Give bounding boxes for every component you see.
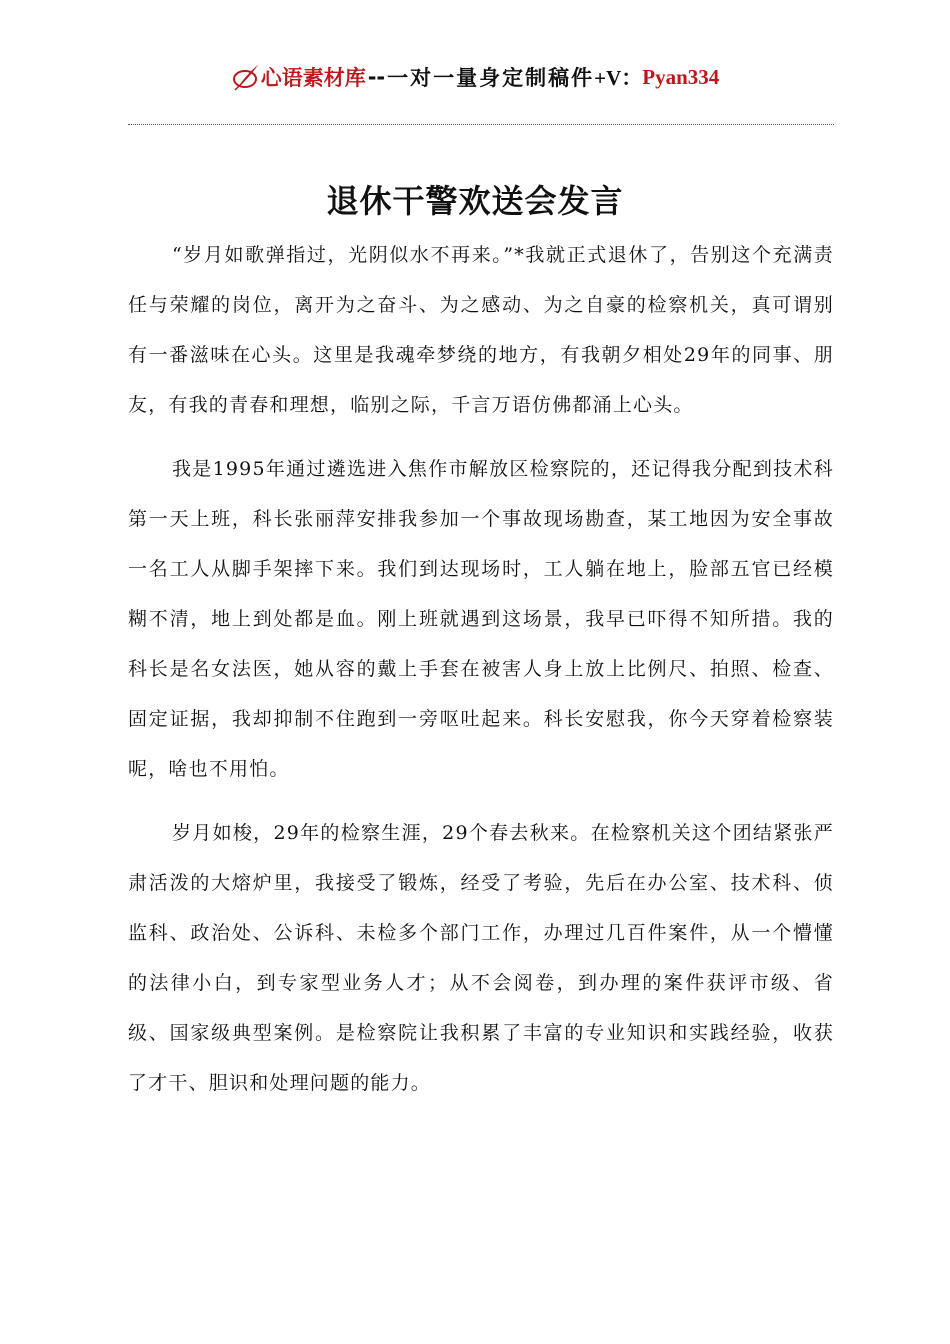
header-separator: -- bbox=[367, 65, 386, 89]
document-body bbox=[128, 230, 834, 1122]
page-header bbox=[0, 62, 950, 102]
paragraph-2: 我是1995年通过遴选进入焦作市解放区检察院的，还记得我分配到技术科第一天上班，科长张丽萍安排我参加一个事故现场勘查，某工地因为安全事故一名工人从脚手架摔下来。我们到达现场时，工人躺在地上，脸部五官已经模糊不清，地上到处都是血。刚上班就遇到这场景，我早已吓得不知所措。我的科长是名女法医，她从容的戴上手套在被害人身上放上比例尺、拍照、检查、固定证据，我却抑制不住跑到一旁呕吐起来。科长安慰我，你今天穿着检察装呢，啥也不用怕。 bbox=[128, 458, 834, 780]
brand-name: 心语素材库 bbox=[260, 66, 366, 90]
paragraph-1: “岁月如歌弹指过，光阴似水不再来。”*我就正式退休了，告别这个充满责任与荣耀的岗位，离开为之奋斗、为之感动、为之自豪的检察机关，真可谓别有一番滋味在心头。这里是我魂牵梦绕的地方，有我朝夕相处29年的同事、朋友，有我的青春和理想，临别之际，千言万语仿佛都涌上心头。 bbox=[128, 244, 834, 416]
contact-prefix: +V： bbox=[594, 66, 643, 90]
contact-id: Pyan334 bbox=[642, 64, 720, 89]
feather-quill-logo-icon bbox=[231, 62, 261, 92]
document-title: 退休干警欢送会发言 bbox=[326, 182, 624, 220]
header-divider bbox=[128, 124, 834, 125]
paragraph-3: 岁月如梭，29年的检察生涯，29个春去秋来。在检察机关这个团结紧张严肃活泼的大熔炉里，我接受了锻炼，经受了考验，先后在办公室、技术科、侦监科、政治处、公诉科、未检多个部门工作，办理过几百件案件，从一个懵懂的法律小白，到专家型业务人才；从不会阅卷，到办理的案件获评市级、省级、国家级典型案例。是检察院让我积累了丰富的专业知识和实践经验，收获了才干、胆识和处理问题的能力。 bbox=[128, 822, 834, 1094]
header-tagline: 一对一量身定制稿件 bbox=[387, 65, 595, 90]
